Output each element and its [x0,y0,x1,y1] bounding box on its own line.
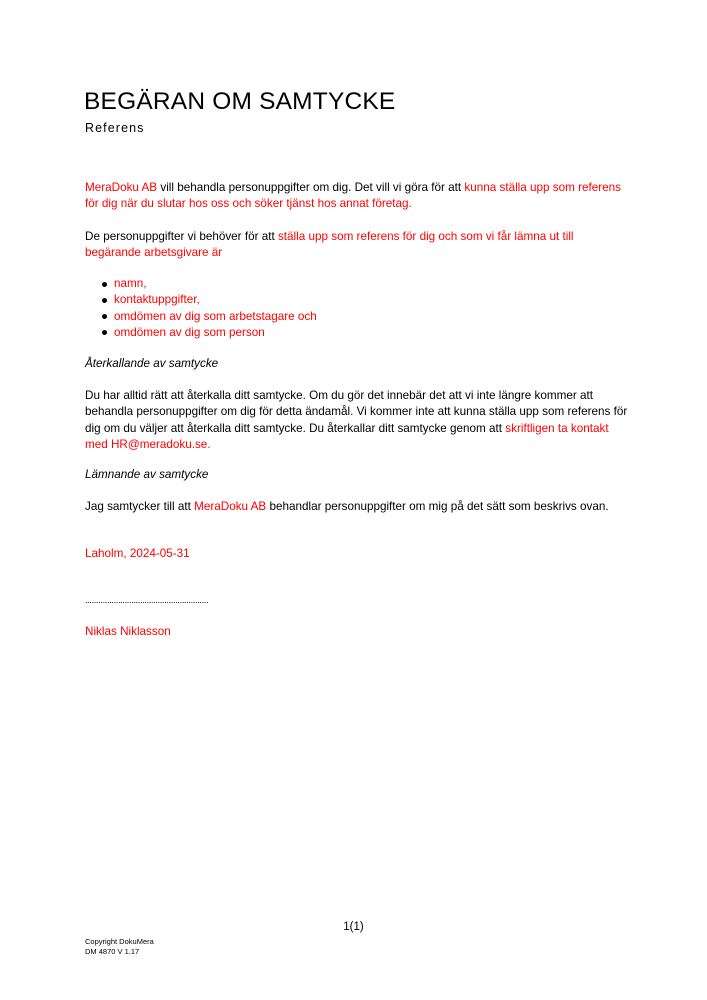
signature-line: ........................................................ [85,595,209,605]
consent-paragraph [85,499,630,515]
footer-copyright: Copyright DokuMera [85,937,154,946]
page-number: 1(1) [343,921,364,933]
data-needed-paragraph [85,229,630,262]
consent-text-end: behandlar personuppgifter om mig på det sätt som beskrivs ovan. [266,500,609,513]
signer-name: Niklas Niklasson [85,625,171,638]
consent-heading: Lämnande av samtycke [85,468,209,481]
document-title: BEGÄRAN OM SAMTYCKE [84,88,396,115]
document-subtitle: Referens [85,121,145,135]
list-item: kontaktuppgifter, [85,292,317,308]
company-name: MeraDoku AB [85,181,158,194]
consent-text-start: Jag samtycker till att [85,500,195,513]
data-needed-text: De personuppgifter vi behöver för att [85,230,278,243]
withdraw-text: Du har alltid rätt att återkalla ditt samtycke. Om du gör det innebär det att vi inte längre kommer att behandla personuppgifter om dig för detta ändamål. Vi kommer inte att kunna ställa upp som referens för dig om du väljer att återkalla ditt samtycke. Du återkallar ditt samtycke genom att [85,389,628,435]
list-item: namn, [85,276,317,292]
consent-company-name: MeraDoku AB [194,500,267,513]
withdraw-method: skriftligen ta kontakt med HR@meradoku.se. [85,421,609,451]
withdraw-paragraph [85,388,630,453]
place-and-date: Laholm, 2024-05-31 [85,547,190,560]
list-item: omdömen av dig som arbetstagare och [85,309,317,325]
withdraw-heading: Återkallande av samtycke [85,357,219,370]
list-item: omdömen av dig som person [85,325,317,341]
footer [85,937,154,957]
intro-paragraph [85,180,630,213]
intro-text: vill behandla personuppgifter om dig. Det vill vi göra för att [157,181,465,194]
personal-data-list [85,276,317,341]
purpose-text: kunna ställa upp som referens för dig när du slutar hos oss och söker tjänst hos annat företag. [85,181,621,211]
footer-version: DM 4870 V 1.17 [85,947,140,956]
data-needed-purpose: ställa upp som referens för dig och som vi får lämna ut till begärande arbetsgivare är [85,230,574,260]
